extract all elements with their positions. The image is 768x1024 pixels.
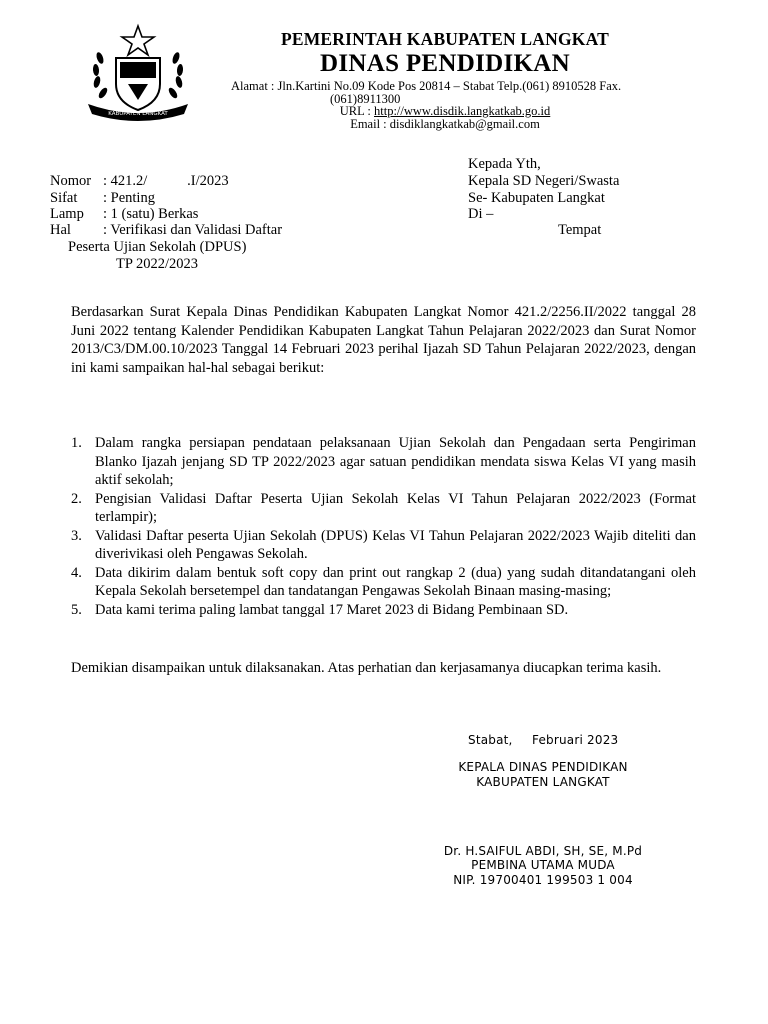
lamp-label: Lamp <box>50 206 84 222</box>
recipient-line-3: Se- Kabupaten Langkat <box>468 190 605 206</box>
instruction-list <box>71 434 696 619</box>
recipient-line-1: Kepada Yth, <box>468 156 541 172</box>
list-item <box>71 527 696 564</box>
intro-paragraph: Berdasarkan Surat Kepala Dinas Pendidikan Kabupaten Langkat Nomor 421.2/2256.II/2022 tanggal 28 Juni 2022 tentang Kalender Pendidikan Kabupaten Langkat Tahun Pelajaran 2022/2023 dan Surat Nomor 2013/C3/DM.00.10/2023 Tanggal 14 Februari 2023 perihal Ijazah SD Tahun Pelajaran 2022/2023, dengan ini kami sampaikan hal-hal sebagai berikut: <box>71 304 696 376</box>
list-number: 1. <box>71 435 82 451</box>
signature-place: Stabat, <box>468 733 513 747</box>
nomor-value: : 421.2/ .I/2023 <box>103 173 229 189</box>
signatory-title: KEPALA DINAS PENDIDIKAN <box>458 760 628 774</box>
hal-line-3: TP 2022/2023 <box>116 256 199 272</box>
signatory-rank: PEMBINA UTAMA MUDA <box>471 858 615 872</box>
recipient-line-4: Di – <box>468 206 494 222</box>
hal-line-2: Peserta Ujian Sekolah (DPUS) <box>68 239 247 255</box>
lamp-value: : 1 (satu) Berkas <box>103 206 199 222</box>
list-item <box>71 564 696 601</box>
sifat-label: Sifat <box>50 190 78 206</box>
address-line-2: (061)8911300 <box>330 92 401 106</box>
list-text: Dalam rangka persiapan pendataan pelaksanaan Ujian Sekolah dan Pengadaan serta Pengiriman Blanko Ijazah jenjang SD TP 2022/2023 agar satuan pendidikan mendata siswa Kelas VI yang masih aktif sekolah; <box>95 435 696 488</box>
website-link[interactable]: http://www.disdik.langkatkab.go.id <box>374 104 551 118</box>
list-item <box>71 601 696 620</box>
hal-value: : Verifikasi dan Validasi Daftar <box>103 222 283 238</box>
closing-paragraph: Demikian disampaikan untuk dilaksanakan. Atas perhatian dan kerjasamanya diucapkan terima kasih. <box>71 660 662 676</box>
nomor-label: Nomor <box>50 173 92 189</box>
regency-logo <box>78 22 198 122</box>
email-line: Email : disdiklangkatkab@gmail.com <box>350 117 540 131</box>
list-text: Validasi Daftar peserta Ujian Sekolah (DPUS) Kelas VI Tahun Pelajaran 2022/2023 Wajib diteliti dan diverivikasi oleh Pengawas Sekolah. <box>95 527 696 562</box>
signatory-nip: NIP. 19700401 199503 1 004 <box>453 873 633 887</box>
signature-date: Februari 2023 <box>532 733 619 747</box>
hal-label: Hal <box>50 222 71 238</box>
list-number: 4. <box>71 564 82 581</box>
list-item <box>71 490 696 527</box>
list-item <box>71 434 696 490</box>
list-text: Data kami terima paling lambat tanggal 17 Maret 2023 di Bidang Pembinaan SD. <box>95 601 569 618</box>
list-number: 5. <box>71 601 82 618</box>
list-number: 3. <box>71 527 82 544</box>
address-line: Alamat : Jln.Kartini No.09 Kode Pos 20814 – Stabat Telp.(061) 8910528 Fax. <box>231 79 622 93</box>
government-name: PEMERINTAH KABUPATEN LANGKAT <box>280 29 610 49</box>
department-name: DINAS PENDIDIKAN <box>320 50 570 77</box>
list-number: 2. <box>71 490 82 507</box>
recipient-line-5: Tempat <box>558 222 602 238</box>
recipient-line-2: Kepala SD Negeri/Swasta <box>468 173 620 189</box>
sifat-value: : Penting <box>103 190 155 206</box>
list-text: Pengisian Validasi Daftar Peserta Ujian Sekolah Kelas VI Tahun Pelajaran 2022/2023 (Format terlampir); <box>95 490 696 525</box>
url-label: URL : <box>339 104 374 118</box>
svg-text:KABUPATEN LANGKAT: KABUPATEN LANGKAT <box>108 111 168 117</box>
signatory-name: Dr. H.SAIFUL ABDI, SH, SE, M.Pd <box>443 844 643 858</box>
signatory-region: KABUPATEN LANGKAT <box>476 775 610 789</box>
list-text: Data dikirim dalam bentuk soft copy dan print out rangkap 2 (dua) yang sudah ditandatangani oleh Kepala Sekolah bersetempel dan tandatangan Pengawas Sekolah Binaan masing-masing; <box>95 564 696 599</box>
